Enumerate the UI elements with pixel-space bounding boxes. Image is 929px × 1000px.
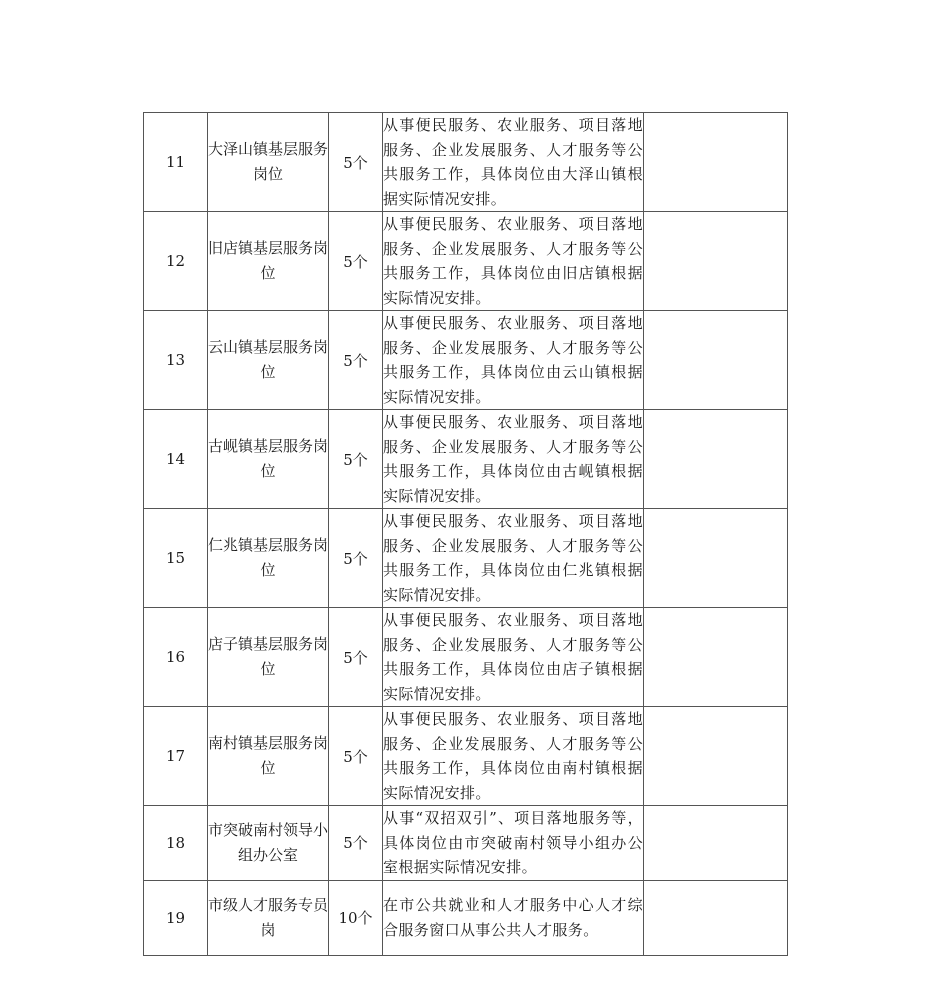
position-title: 古岘镇基层服务岗位 bbox=[208, 410, 329, 509]
remarks-cell bbox=[644, 311, 788, 410]
position-count: 5个 bbox=[329, 410, 383, 509]
position-count: 5个 bbox=[329, 608, 383, 707]
table-row bbox=[144, 509, 788, 608]
table-row bbox=[144, 212, 788, 311]
position-duty: 从事便民服务、农业服务、项目落地服务、企业发展服务、人才服务等公共服务工作，具体岗位由大泽山镇根据实际情况安排。 bbox=[383, 113, 644, 212]
remarks-cell bbox=[644, 608, 788, 707]
row-number: 12 bbox=[144, 212, 208, 311]
table-row bbox=[144, 806, 788, 881]
row-number: 17 bbox=[144, 707, 208, 806]
remarks-cell bbox=[644, 707, 788, 806]
position-duty: 在市公共就业和人才服务中心人才综合服务窗口从事公共人才服务。 bbox=[383, 880, 644, 955]
position-title: 云山镇基层服务岗位 bbox=[208, 311, 329, 410]
table-row bbox=[144, 113, 788, 212]
position-count: 5个 bbox=[329, 806, 383, 881]
position-title: 南村镇基层服务岗位 bbox=[208, 707, 329, 806]
remarks-cell bbox=[644, 509, 788, 608]
position-count: 5个 bbox=[329, 311, 383, 410]
table-row bbox=[144, 410, 788, 509]
position-duty: 从事便民服务、农业服务、项目落地服务、企业发展服务、人才服务等公共服务工作，具体岗位由云山镇根据实际情况安排。 bbox=[383, 311, 644, 410]
row-number: 16 bbox=[144, 608, 208, 707]
remarks-cell bbox=[644, 113, 788, 212]
table-row bbox=[144, 707, 788, 806]
position-title: 市级人才服务专员岗 bbox=[208, 880, 329, 955]
position-duty: 从事便民服务、农业服务、项目落地服务、企业发展服务、人才服务等公共服务工作，具体岗位由仁兆镇根据实际情况安排。 bbox=[383, 509, 644, 608]
row-number: 11 bbox=[144, 113, 208, 212]
position-title: 旧店镇基层服务岗位 bbox=[208, 212, 329, 311]
position-count: 5个 bbox=[329, 113, 383, 212]
position-duty: 从事便民服务、农业服务、项目落地服务、企业发展服务、人才服务等公共服务工作，具体岗位由古岘镇根据实际情况安排。 bbox=[383, 410, 644, 509]
position-title: 店子镇基层服务岗位 bbox=[208, 608, 329, 707]
remarks-cell bbox=[644, 806, 788, 881]
position-count: 10个 bbox=[329, 880, 383, 955]
position-duty: 从事便民服务、农业服务、项目落地服务、企业发展服务、人才服务等公共服务工作，具体岗位由南村镇根据实际情况安排。 bbox=[383, 707, 644, 806]
position-count: 5个 bbox=[329, 509, 383, 608]
position-count: 5个 bbox=[329, 212, 383, 311]
row-number: 14 bbox=[144, 410, 208, 509]
job-positions-table bbox=[143, 112, 788, 956]
row-number: 19 bbox=[144, 880, 208, 955]
row-number: 18 bbox=[144, 806, 208, 881]
row-number: 15 bbox=[144, 509, 208, 608]
position-duty: 从事便民服务、农业服务、项目落地服务、企业发展服务、人才服务等公共服务工作，具体岗位由旧店镇根据实际情况安排。 bbox=[383, 212, 644, 311]
position-title: 仁兆镇基层服务岗位 bbox=[208, 509, 329, 608]
table-row bbox=[144, 608, 788, 707]
position-duty: 从事便民服务、农业服务、项目落地服务、企业发展服务、人才服务等公共服务工作，具体岗位由店子镇根据实际情况安排。 bbox=[383, 608, 644, 707]
remarks-cell bbox=[644, 880, 788, 955]
row-number: 13 bbox=[144, 311, 208, 410]
table-row bbox=[144, 311, 788, 410]
table-row bbox=[144, 880, 788, 955]
position-title: 大泽山镇基层服务岗位 bbox=[208, 113, 329, 212]
position-count: 5个 bbox=[329, 707, 383, 806]
position-title: 市突破南村领导小组办公室 bbox=[208, 806, 329, 881]
remarks-cell bbox=[644, 410, 788, 509]
remarks-cell bbox=[644, 212, 788, 311]
position-duty: 从事“双招双引”、项目落地服务等，具体岗位由市突破南村领导小组办公室根据实际情况安排。 bbox=[383, 806, 644, 881]
